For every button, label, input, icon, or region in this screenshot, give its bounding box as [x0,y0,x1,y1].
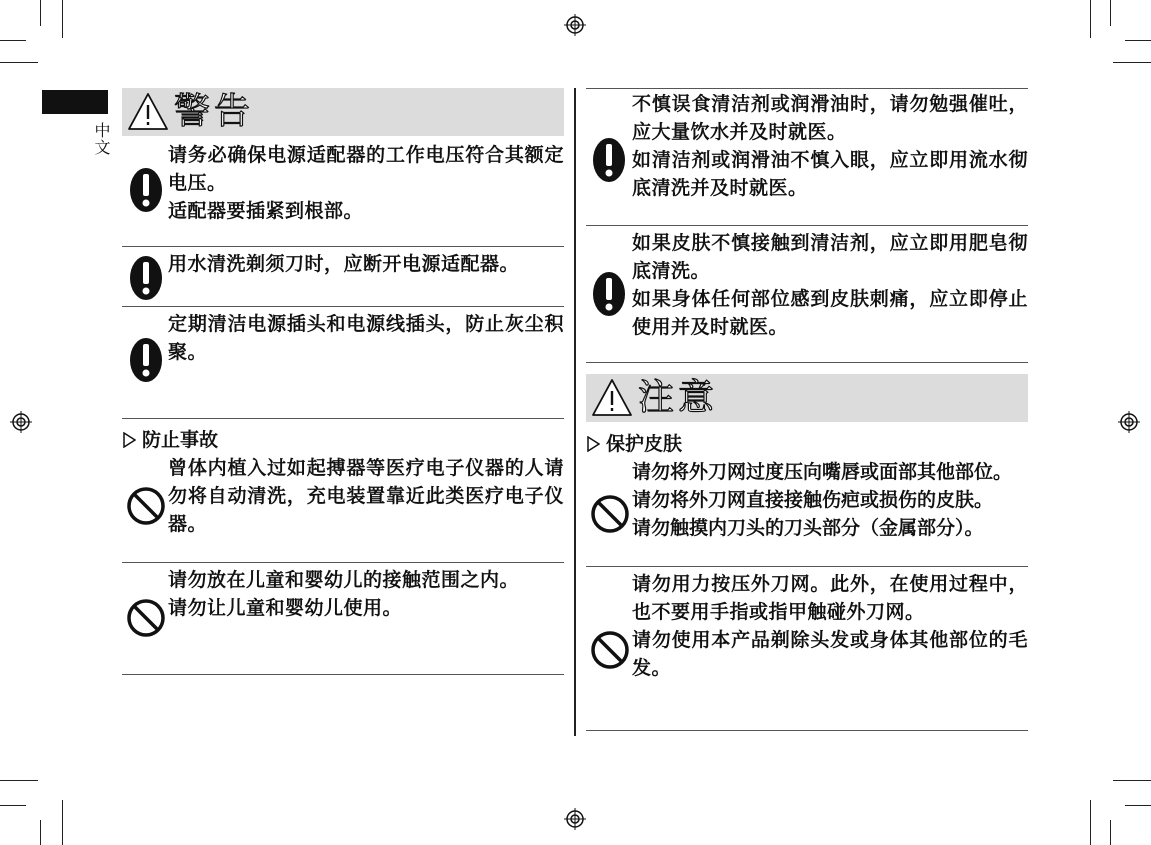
prohibition-icon [126,486,166,526]
mandatory-icon [128,166,164,214]
accident-block-1 [168,454,564,538]
warning-title: 警告 [174,91,255,132]
divider [122,418,564,419]
caution-title: 注意 [638,377,719,418]
prohibition-icon [590,630,630,670]
accident-heading [122,428,218,452]
divider [122,306,564,307]
accident-block-2 [168,566,564,622]
divider [122,562,564,563]
caution-text: 请勿用力按压外刀网。此外，在使用过程中，也不要用手指或指甲触碰外刀网。 [632,573,1028,623]
column-divider [574,88,576,736]
accident-heading-label: 防止事故 [142,429,219,451]
skin-heading-label: 保护皮肤 [606,433,683,455]
warning-block-3 [168,310,564,366]
registration-mark-top [564,14,586,36]
divider [586,362,1028,363]
divider [586,225,1028,226]
accident-text: 请勿放在儿童和婴幼儿的接触范围之内。 [168,569,520,591]
right-warning-block-1 [632,90,1028,202]
caution-text: 请勿将外刀网过度压向嘴唇或面部其他部位。 [632,461,1013,483]
warning-text: 如清洁剂或润滑油不慎入眼，应立即用流水彻底清洗并及时就医。 [632,149,1028,199]
prohibition-icon [590,494,630,534]
right-warning-block-2 [632,229,1028,341]
language-label: 中文 [92,122,111,156]
warning-text: 用水清洗剃须刀时，应断开电源适配器。 [168,253,520,275]
warning-text: 定期清洁电源插头和电源线插头，防止灰尘积聚。 [168,313,564,363]
caution-header [586,374,1028,422]
warning-text: 如果皮肤不慎接触到清洁剂，应立即用肥皂彻底清洗。 [632,232,1028,282]
mandatory-icon [128,336,164,384]
mandatory-icon [128,254,164,302]
skin-heading [586,432,682,456]
triangle-right-icon [122,432,136,448]
registration-mark-right [1118,411,1140,433]
registration-mark-bottom [564,808,586,830]
triangle-right-icon [586,436,600,452]
warning-text: 请务必确保电源适配器的工作电压符合其额定电压。 [168,144,564,194]
divider [122,674,564,675]
warning-triangle-icon [126,90,170,134]
warning-block-2 [168,250,564,278]
caution-text: 请勿触摸内刀头的刀头部分（金属部分）。 [632,517,984,539]
warning-text: 适配器要插紧到根部。 [168,200,364,222]
divider [586,566,1028,567]
warning-block-1 [168,141,564,225]
divider [586,88,1028,89]
caution-block-1 [632,458,1032,542]
registration-mark-left [10,411,32,433]
caution-text: 请勿将外刀网直接接触伤疤或损伤的皮肤。 [632,489,994,511]
divider [586,730,1028,731]
mandatory-icon [591,136,627,184]
accident-text: 曾体内植入过如起搏器等医疗电子仪器的人请勿将自动清洗，充电装置靠近此类医疗电子仪器。 [168,457,564,535]
warning-text: 不慎误食清洁剂或润滑油时，请勿勉强催吐，应大量饮水并及时就医。 [632,93,1028,143]
language-tab [42,90,108,114]
caution-text: 请勿使用本产品剃除头发或身体其他部位的毛发。 [632,629,1028,679]
warning-text: 如果身体任何部位感到皮肤刺痛，应立即停止使用并及时就医。 [632,288,1028,338]
caution-triangle-icon [590,376,634,420]
caution-block-2 [632,570,1028,682]
accident-text: 请勿让儿童和婴幼儿使用。 [168,597,403,619]
mandatory-icon [591,270,627,318]
prohibition-icon [126,598,166,638]
divider [122,246,564,247]
warning-header [122,88,564,136]
